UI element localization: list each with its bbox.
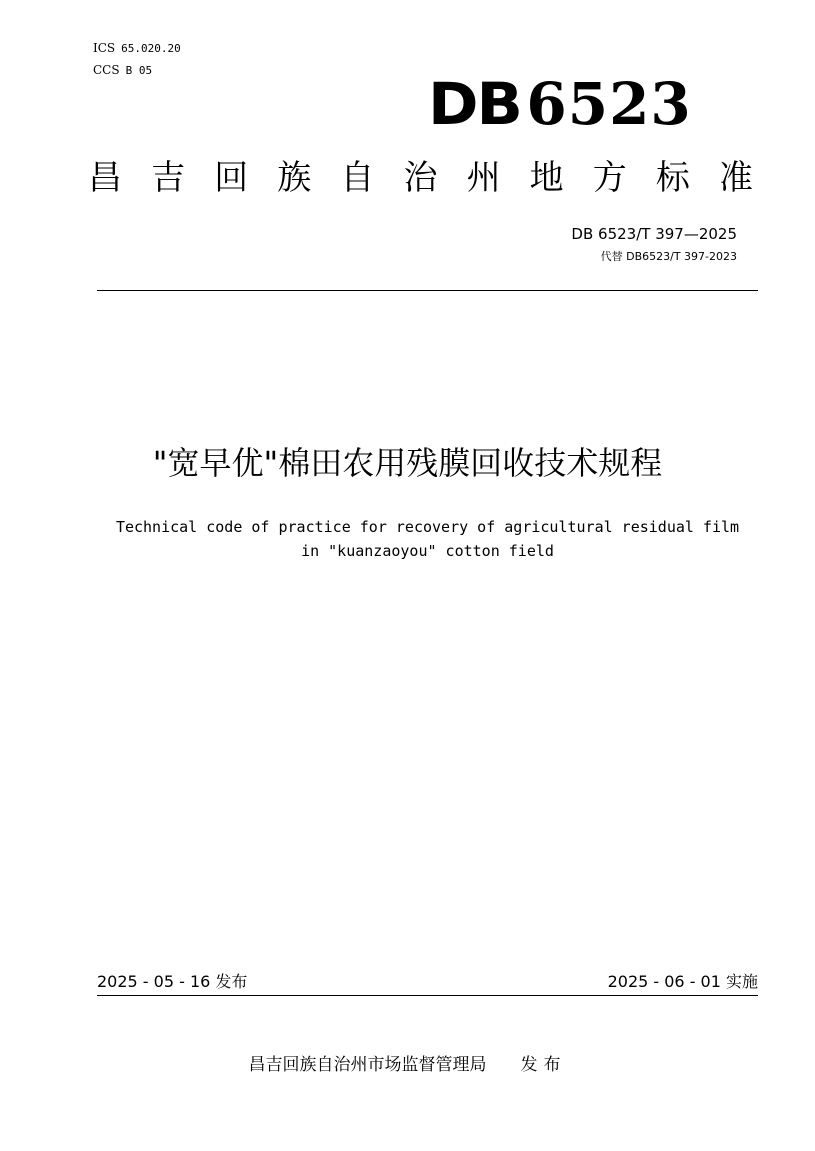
standard-type-char: 族	[277, 158, 312, 198]
standard-type-char: 治	[403, 158, 438, 198]
standard-type-char: 方	[592, 158, 627, 198]
ccs-code: B 05	[125, 64, 153, 77]
footer-divider	[97, 995, 758, 996]
ics-classification	[93, 41, 181, 56]
standard-type-char: 自	[340, 158, 375, 198]
logo-prefix: DB	[428, 70, 521, 138]
header-divider	[97, 290, 758, 291]
ccs-label: CCS	[93, 63, 120, 77]
issuer-action: 发布	[520, 1055, 567, 1075]
db-logo	[428, 70, 692, 138]
standard-type-char: 州	[466, 158, 501, 198]
standard-type-char: 吉	[151, 158, 186, 198]
ccs-classification	[93, 63, 152, 78]
document-title-cn: "宽早优"棉田农用残膜回收技术规程	[152, 444, 663, 482]
standard-type-char: 准	[718, 158, 753, 198]
standard-type-char: 标	[655, 158, 690, 198]
standard-type-char: 回	[214, 158, 249, 198]
ics-label: ICS	[93, 41, 116, 55]
issuer-name: 昌吉回族自治州市场监督管理局	[248, 1055, 487, 1075]
effective-date: 2025 - 06 - 01 实施	[607, 972, 758, 991]
standard-number: DB 6523/T 397—2025	[571, 225, 737, 243]
issuer-line	[0, 1054, 815, 1076]
issue-date: 2025 - 05 - 16 发布	[97, 972, 248, 991]
document-title-en	[60, 515, 795, 563]
standard-type-char: 地	[529, 158, 564, 198]
ics-code: 65.020.20	[121, 42, 181, 55]
replaces-standard: 代替 DB6523/T 397-2023	[600, 250, 737, 263]
title-en-line-1: Technical code of practice for recovery of agricultural residual film	[115, 518, 740, 536]
standard-type-heading	[88, 156, 753, 200]
standard-type-char: 昌	[88, 158, 122, 198]
logo-number: 6523	[526, 70, 692, 138]
title-en-line-2: in "kuanzaoyou" cotton field	[301, 542, 554, 560]
